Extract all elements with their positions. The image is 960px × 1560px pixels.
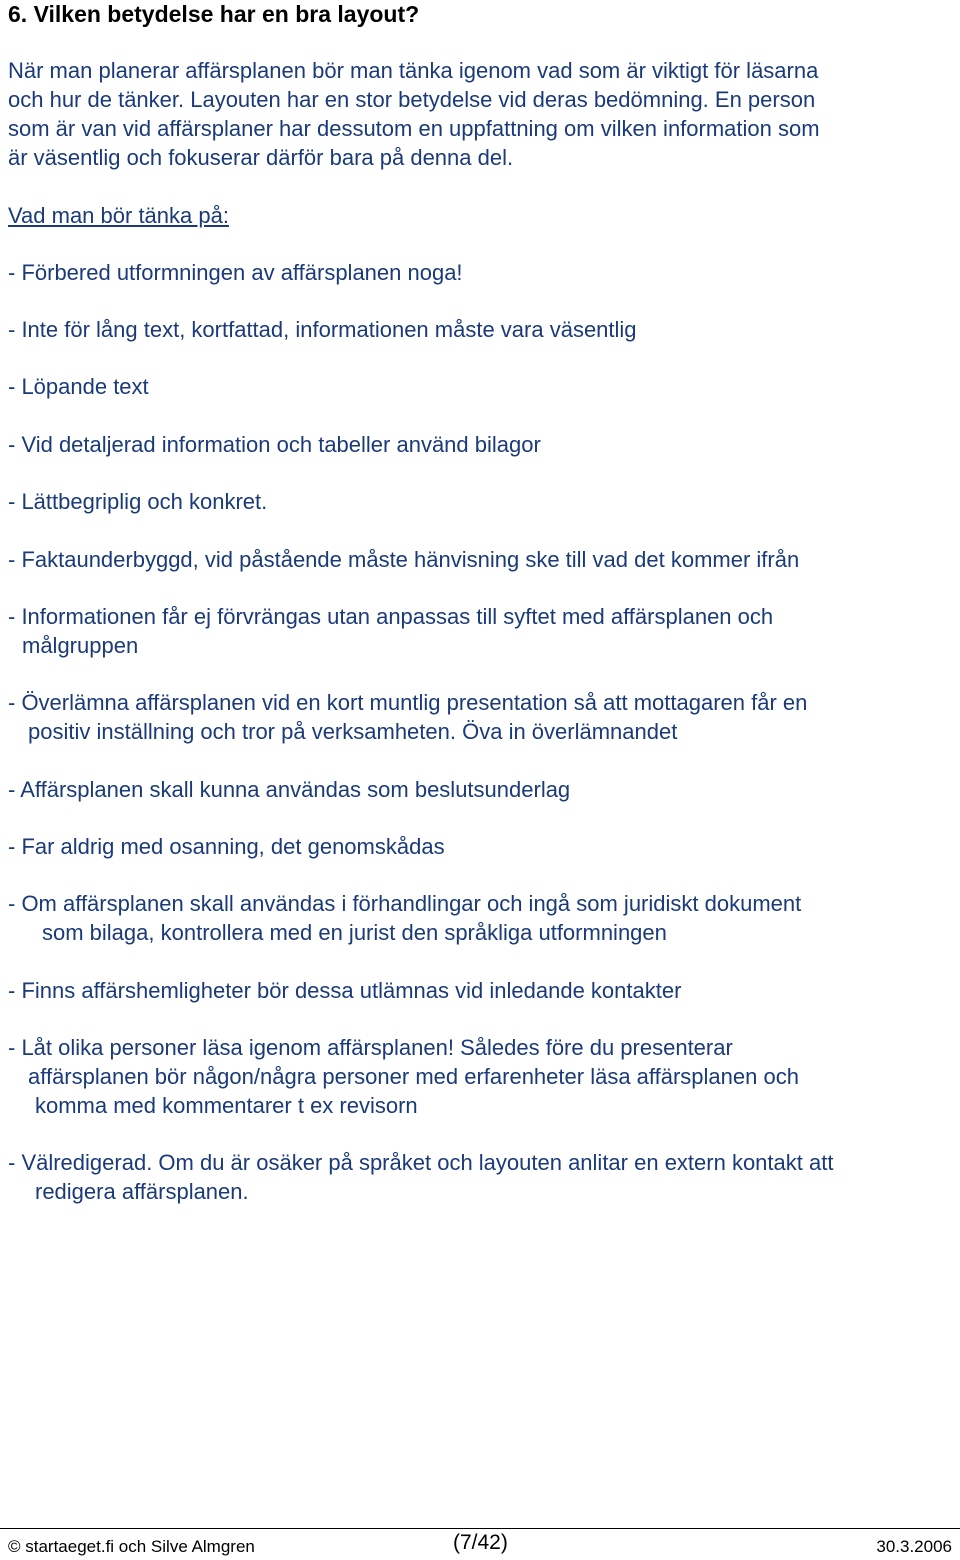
checklist-item [8,1148,958,1206]
checklist-item [8,545,958,574]
item-line: - Faktaunderbyggd, vid påstående måste hänvisning ske till vad det kommer ifrån [8,547,800,572]
item-line: - Om affärsplanen skall användas i förhandlingar och ingå som juridiskt dokument [8,891,802,916]
checklist-item [8,775,958,804]
footer-copyright: © startaeget.fi och Silve Almgren [8,1537,255,1556]
item-line: - Far aldrig med osanning, det genomskådas [8,834,445,859]
checklist-item [8,1033,958,1120]
item-line: - Affärsplanen skall kunna användas som beslutsunderlag [8,777,571,802]
intro-paragraph [8,56,958,172]
checklist-item [8,976,958,1005]
item-line: som bilaga, kontrollera med en jurist den språkliga utformningen [42,920,667,945]
checklist-item [8,315,958,344]
page-footer [8,1531,952,1559]
item-line: redigera affärsplanen. [35,1179,249,1204]
item-line: komma med kommentarer t ex revisorn [35,1093,418,1118]
intro-line: är väsentlig och fokuserar därför bara på denna del. [8,145,514,170]
item-line: - Löpande text [8,374,149,399]
intro-line: När man planerar affärsplanen bör man tänka igenom vad som är viktigt för läsarna [8,58,819,83]
checklist-item [8,372,958,401]
checklist-subheading: Vad man bör tänka på: [8,203,229,228]
item-line: - Lättbegriplig och konkret. [8,489,268,514]
item-line: - Finns affärshemligheter bör dessa utlämnas vid inledande kontakter [8,978,682,1003]
item-line: - Överlämna affärsplanen vid en kort muntlig presentation så att mottagaren får en [8,690,808,715]
checklist-item [8,602,958,660]
item-line: - Informationen får ej förvrängas utan anpassas till syftet med affärsplanen och [8,604,774,629]
checklist-item [8,258,958,287]
checklist-item [8,430,958,459]
checklist-item [8,487,958,516]
footer-date: 30.3.2006 [876,1537,952,1556]
item-line: målgruppen [22,633,139,658]
checklist-item [8,832,958,861]
intro-line: som är van vid affärsplaner har dessutom en uppfattning om vilken information som [8,116,820,141]
item-line: - Vid detaljerad information och tabeller använd bilagor [8,432,541,457]
section-heading: 6. Vilken betydelse har en bra layout? [8,1,420,27]
checklist-item [8,688,958,746]
item-line: - Inte för lång text, kortfattad, informationen måste vara väsentlig [8,317,637,342]
item-line: affärsplanen bör någon/några personer med erfarenheter läsa affärsplanen och [28,1064,799,1089]
page-number: (7/42) [453,1531,508,1554]
checklist-item [8,889,958,947]
footer-divider [0,1528,960,1529]
item-line: - Låt olika personer läsa igenom affärsplanen! Således före du presenterar [8,1035,733,1060]
intro-line: och hur de tänker. Layouten har en stor betydelse vid deras bedömning. En person [8,87,816,112]
item-line: - Välredigerad. Om du är osäker på språket och layouten anlitar en extern kontakt att [8,1150,834,1175]
item-line: positiv inställning och tror på verksamheten. Öva in överlämnandet [28,719,678,744]
item-line: - Förbered utformningen av affärsplanen noga! [8,260,463,285]
